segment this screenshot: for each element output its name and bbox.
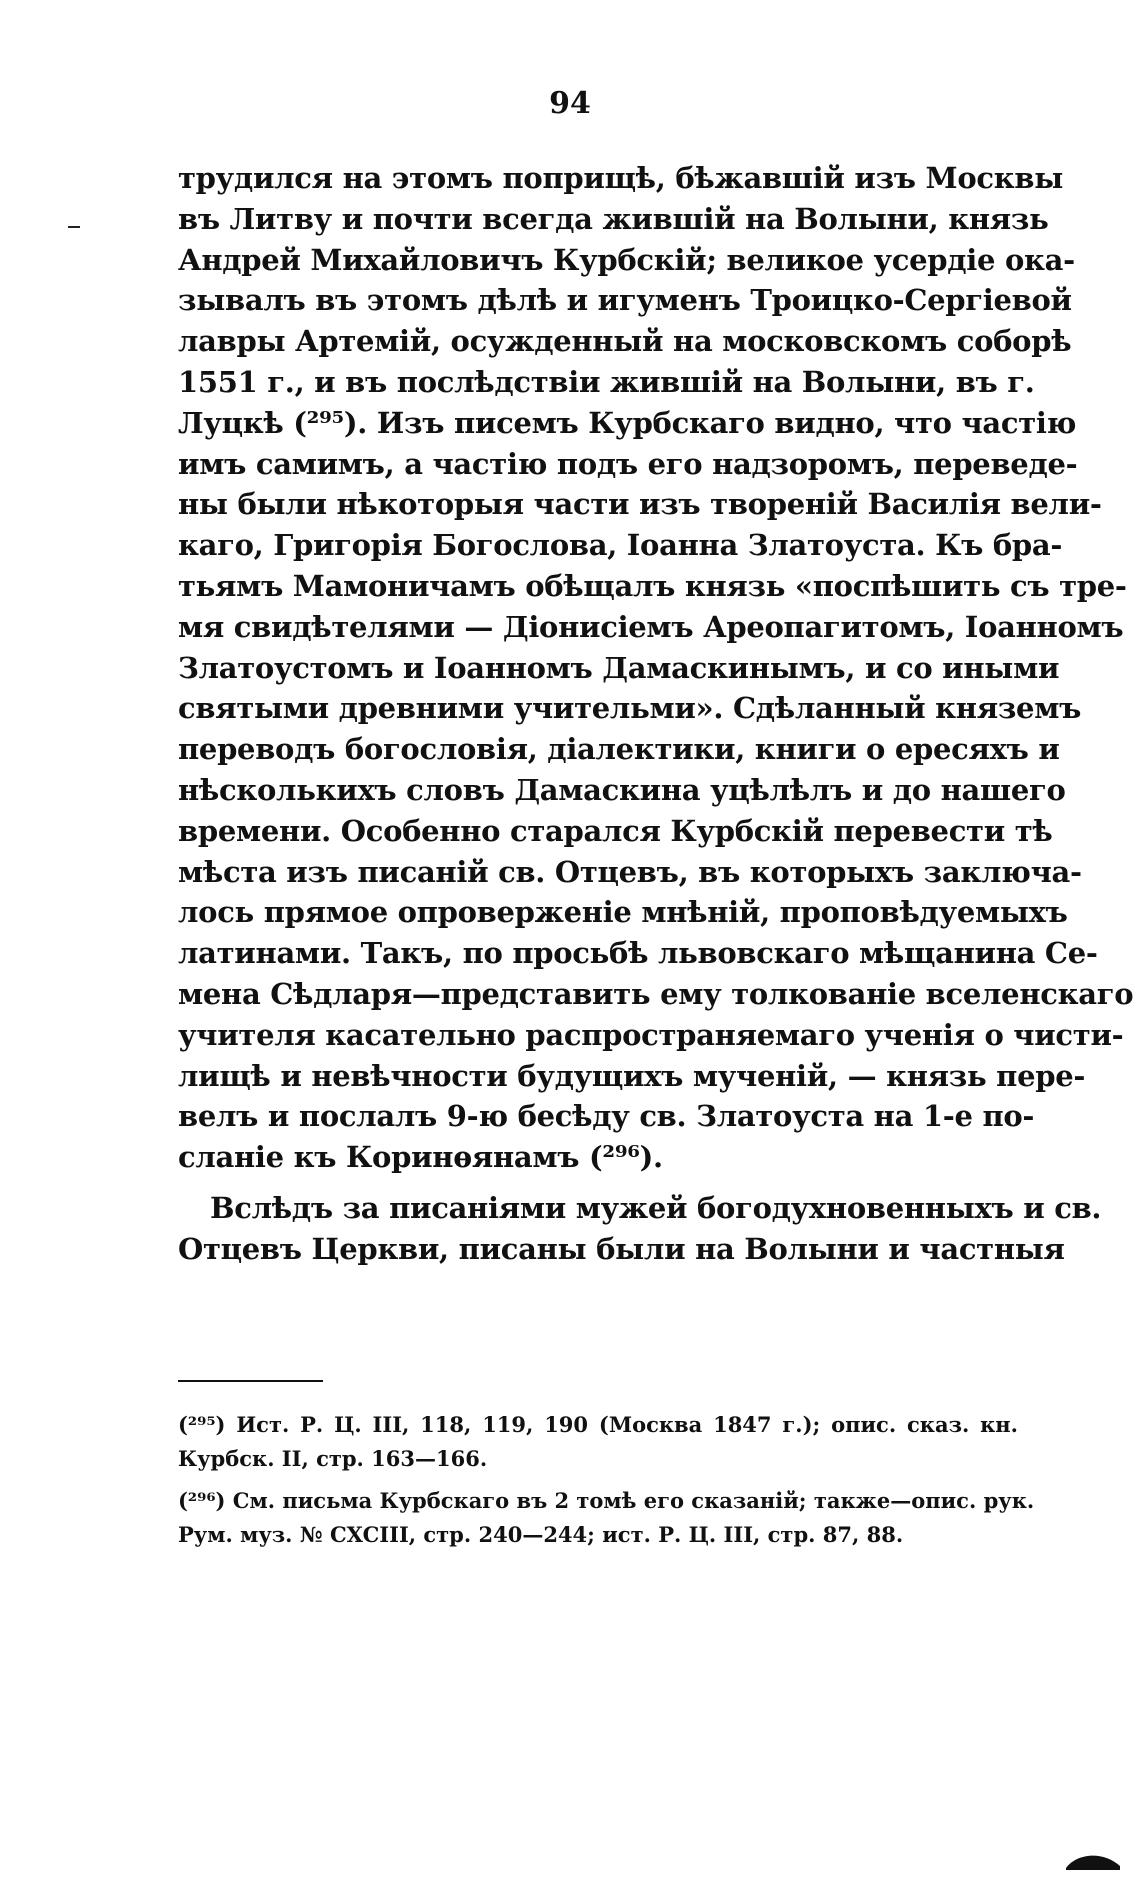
- text-line: мя свидѣтелями — Дiонисiемъ Ареопагитомъ, Iоанномъ: [178, 609, 1124, 644]
- paragraph-line: Отцевъ Церкви, писаны были на Волыни и частныя: [178, 1231, 1065, 1266]
- text-line: 1551 г., и въ послѣдствiи жившiй на Волыни, въ г.: [178, 364, 1035, 399]
- text-line: Андрей Михайловичъ Курбскiй; великое усердiе ока-: [178, 242, 1075, 277]
- text-line: Луцкѣ (²⁹⁵). Изъ писемъ Курбскаго видно, что частiю: [178, 405, 1077, 440]
- text-line: лищѣ и невѣчности будущихъ мученiй, — князь пере-: [178, 1058, 1086, 1093]
- main-text: [178, 158, 1134, 1270]
- text-line: мена Сѣдларя—представить ему толкованiе вселенскаго: [178, 976, 1134, 1011]
- text-line: каго, Григорiя Богослова, Iоанна Златоуста. Къ бра-: [178, 528, 1063, 563]
- text-line: лавры Артемiй, осужденный на московскомъ соборѣ: [178, 324, 1072, 359]
- footnote-divider: [178, 1380, 323, 1382]
- text-line: учителя касательно распространяемаго ученiя о чисти-: [178, 1017, 1124, 1052]
- text-line: тьямъ Мамоничамъ обѣщалъ князь «поспѣшить съ тре-: [178, 568, 1127, 603]
- page-number: 94: [549, 86, 591, 121]
- text-line: сланiе къ Коринѳянамъ (²⁹⁶).: [178, 1140, 663, 1175]
- footnote-line: (²⁹⁶) См. письма Курбскаго въ 2 томѣ его сказанiй; также—опис. рук.: [178, 1488, 1035, 1513]
- text-line: святыми древними учительми». Сдѣланный княземъ: [178, 691, 1082, 726]
- footnote-line: Курбск. II, стр. 163—166.: [178, 1446, 488, 1471]
- text-line: лось прямое опроверженiе мнѣнiй, проповѣдуемыхъ: [178, 895, 1068, 930]
- text-line: имъ самимъ, а частiю подъ его надзоромъ, переведе-: [178, 446, 1078, 481]
- footnote-line: Рум. муз. № CXCIII, стр. 240—244; ист. Р. Ц. III, стр. 87, 88.: [178, 1522, 904, 1547]
- text-line: времени. Особенно старался Курбскiй перевести тѣ: [178, 813, 1053, 848]
- text-line: зывалъ въ этомъ дѣлѣ и игуменъ Троицко-Сергiевой: [178, 283, 1072, 318]
- text-line: переводъ богословiя, дiалектики, книги о ересяхъ и: [178, 732, 1060, 767]
- footnote-line: (²⁹⁵) Ист. Р. Ц. III, 118, 119, 190 (Москва 1847 г.); опис. сказ. кн.: [178, 1412, 1018, 1437]
- text-line: въ Литву и почти всегда жившiй на Волыни, князь: [178, 201, 1049, 236]
- text-line: трудился на этомъ поприщѣ, бѣжавшiй изъ Москвы: [178, 161, 1064, 195]
- text-line: ны были нѣкоторыя части изъ творенiй Василiя вели-: [178, 487, 1102, 522]
- text-line: велъ и послалъ 9-ю бесѣду св. Златоуста на 1-е по-: [178, 1099, 1035, 1134]
- text-line: мѣста изъ писанiй св. Отцевъ, въ которыхъ заключа-: [178, 854, 1082, 889]
- margin-mark: [68, 226, 80, 228]
- scan-blot-icon: [1062, 1848, 1124, 1872]
- text-line: нѣсколькихъ словъ Дамаскина уцѣлѣлъ и до нашего: [178, 772, 1066, 807]
- text-line: Златоустомъ и Iоанномъ Дамаскинымъ, и со иными: [178, 650, 1060, 685]
- text-line: латинами. Такъ, по просьбѣ львовскаго мѣщанина Се-: [178, 936, 1098, 971]
- paragraph-line: Вслѣдъ за писанiями мужей богодухновенныхъ и св.: [210, 1190, 1102, 1225]
- footnotes: [178, 1408, 1035, 1552]
